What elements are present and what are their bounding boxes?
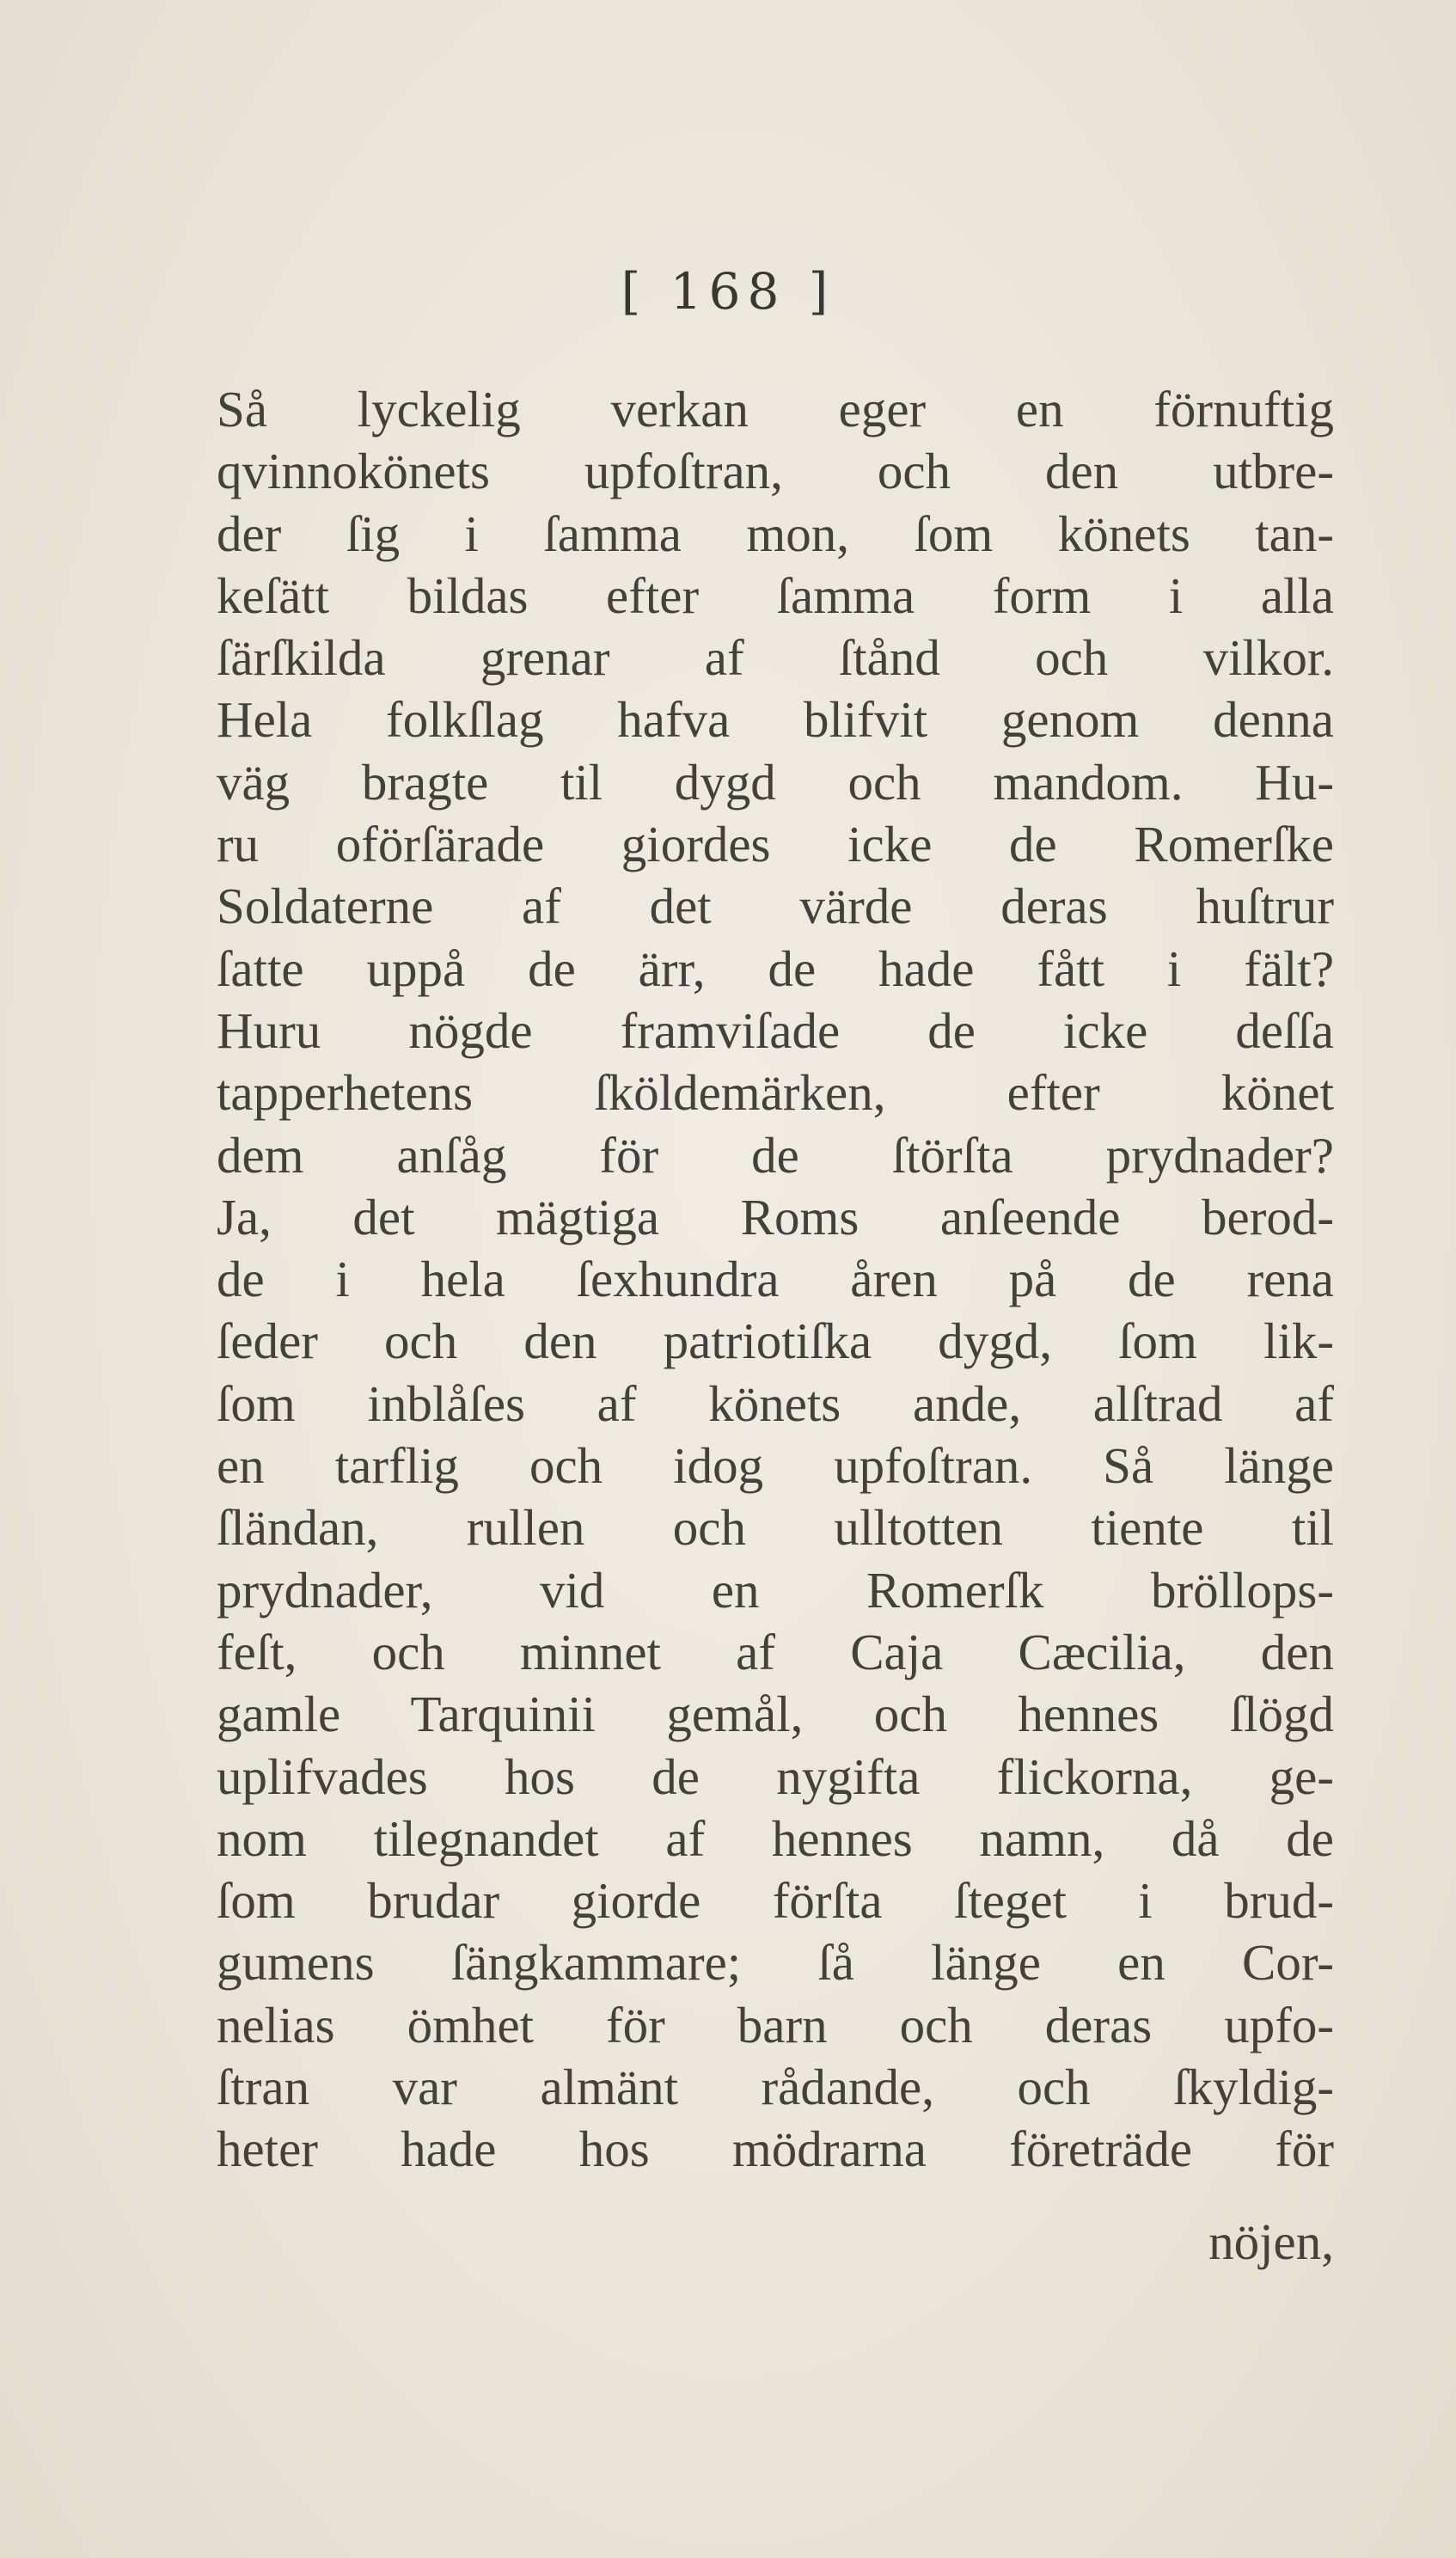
text-line: Ja, det mägtiga Roms anſeende berod-: [217, 1188, 1334, 1245]
text-line: ſeder och den patriotiſka dygd, ſom lik-: [217, 1313, 1334, 1370]
text-line: ſländan, rullen och ulltotten tiente til: [217, 1499, 1334, 1557]
text-line: gumens ſängkammare; ſå länge en Cor-: [217, 1934, 1334, 1992]
text-line: ſärſkilda grenar af ſtånd och vilkor.: [217, 629, 1334, 687]
text-line: en tarflig och idog upfoſtran. Så länge: [217, 1437, 1334, 1495]
text-line: gamle Tarquinii gemål, och hennes ſlögd: [217, 1686, 1334, 1743]
text-line: ſtran var almänt rådande, och ſkyldig-: [217, 2059, 1334, 2116]
text-line: ſom brudar giorde förſta ſteget i brud-: [217, 1872, 1334, 1930]
catchword: nöjen,: [1208, 2213, 1334, 2270]
page-number: [ 168 ]: [621, 262, 835, 321]
text-line: Så lyckelig verkan eger en förnuftig: [217, 381, 1334, 438]
text-line: väg bragte til dygd och mandom. Hu-: [217, 753, 1334, 811]
text-line: heter hade hos mödrarna företräde för: [217, 2120, 1334, 2178]
text-line: de i hela ſexhundra åren på de rena: [217, 1251, 1334, 1308]
text-line: ſatte uppå de ärr, de hade fått i fält?: [217, 939, 1334, 997]
text-line: Huru nögde framviſade de icke deſſa: [217, 1001, 1334, 1059]
text-line: Hela folkſlag hafva blifvit genom denna: [217, 691, 1334, 749]
text-line: ſom inblåſes af könets ande, alſtrad af: [217, 1374, 1334, 1432]
text-line: ru oförſärade giordes icke de Romerſke: [217, 816, 1334, 873]
text-line: dem anſåg för de ſtörſta prydnader?: [217, 1126, 1334, 1184]
text-line: uplifvades hos de nygifta flickorna, ge-: [217, 1747, 1334, 1805]
text-line: nom tilegnandet af hennes namn, då de: [217, 1809, 1334, 1867]
text-line: tapperhetens ſköldemärken, efter könet: [217, 1064, 1334, 1122]
text-line: der ſig i ſamma mon, ſom könets tan-: [217, 505, 1334, 562]
text-line: qvinnokönets upfoſtran, och den utbre-: [217, 443, 1334, 500]
text-line: nelias ömhet för barn och deras upfo-: [217, 1996, 1334, 2053]
text-line: feſt, och minnet af Caja Cæcilia, den: [217, 1623, 1334, 1680]
text-line: Soldaterne af det värde deras huſtrur: [217, 878, 1334, 935]
text-line: keſätt bildas efter ſamma form i alla: [217, 566, 1334, 624]
body-text: [217, 378, 1334, 2181]
text-line: prydnader, vid en Romerſk bröllops-: [217, 1561, 1334, 1619]
